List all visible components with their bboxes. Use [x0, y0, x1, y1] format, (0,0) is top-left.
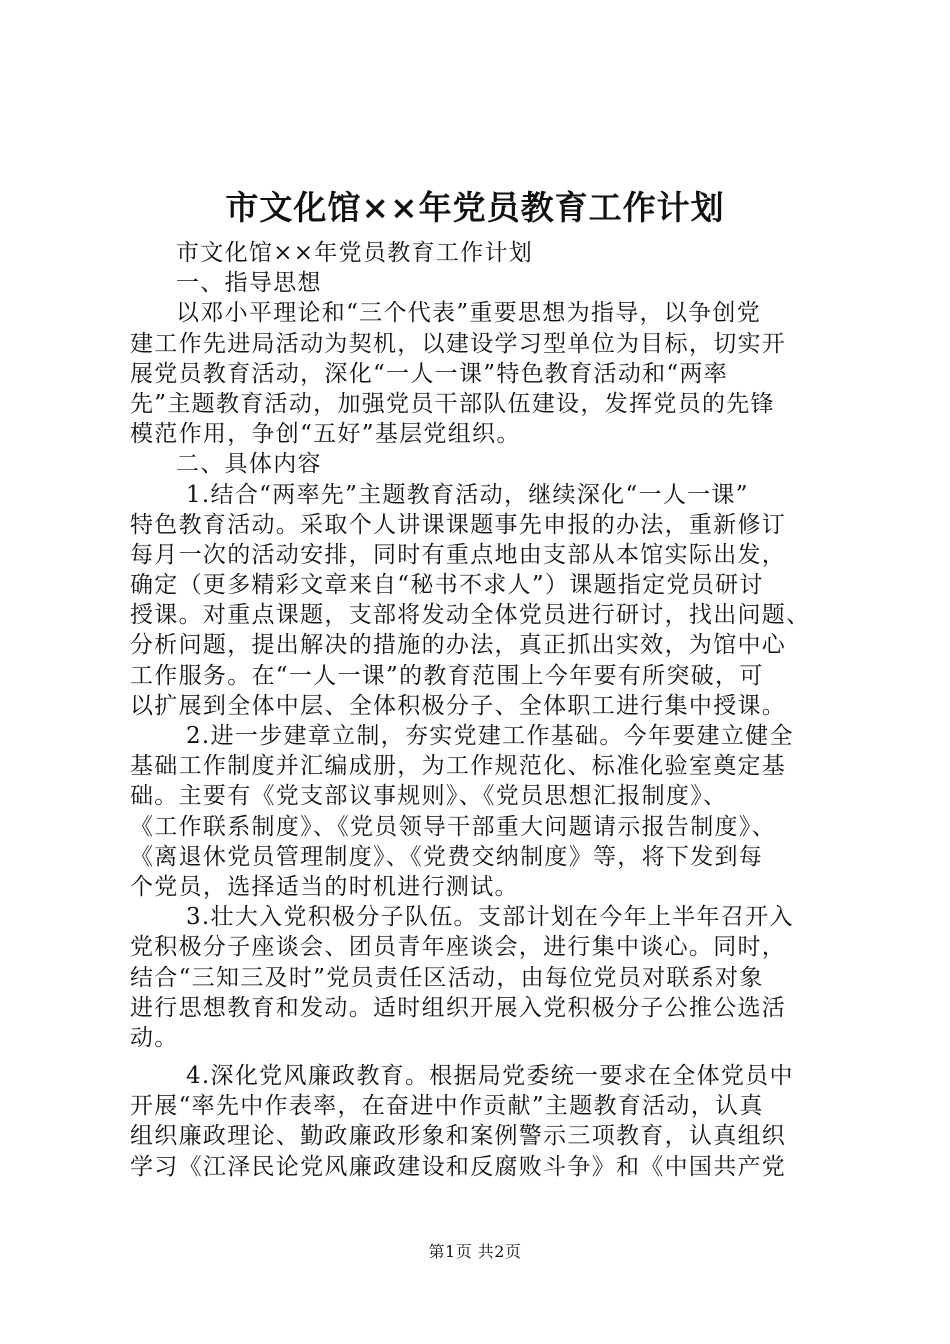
body-line: 确定（更多精彩文章来自“秘书不求人”）课题指定党员研讨 — [130, 572, 764, 599]
body-line: 4.深化党风廉政教育。根据局党委统一要求在全体党员中 — [186, 1063, 794, 1090]
body-line: 分析问题，提出解决的措施的办法，真正抓出实效，为馆中心 — [130, 632, 787, 659]
body-line: 进行思想教育和发动。适时组织开展入党积极分子公推公选活 — [130, 994, 787, 1021]
body-line: 个党员，选择适当的时机进行测试。 — [130, 873, 519, 900]
body-line: 学习《江泽民论党风廉政建设和反腐败斗争》和《中国共产党 — [130, 1153, 787, 1180]
paragraph-gap — [130, 1053, 830, 1061]
body-line: 展党员教育活动，深化“一人一课”特色教育活动和“两率 — [130, 360, 729, 387]
section-heading: 一、指导思想 — [176, 270, 322, 297]
body-line: 特色教育活动。采取个人讲课课题事先申报的办法，重新修订 — [130, 511, 787, 538]
body-line: 础。主要有《党支部议事规则》、《党员思想汇报制度》、 — [130, 783, 728, 810]
body-line: 动。 — [130, 1024, 179, 1051]
body-line: 市文化馆××年党员教育工作计划 — [176, 240, 534, 266]
body-line: 授课。对重点课题，支部将发动全体党员进行研讨，找出问题、 — [130, 602, 811, 629]
body-line: 以扩展到全体中层、全体积极分子、全体职工进行集中授课。 — [130, 692, 787, 719]
body-line: 组织廉政理论、勤政廉政形象和案例警示三项教育，认真组织 — [130, 1123, 787, 1150]
body-line: 2.进一步建章立制，夯实党建工作基础。今年要建立健全 — [186, 723, 794, 749]
document-body — [130, 238, 830, 1182]
body-line: 建工作先进局活动为契机，以建设学习型单位为目标，切实开 — [130, 330, 787, 357]
body-line: 基础工作制度并汇编成册，为工作规范化、标准化验室奠定基 — [130, 753, 787, 780]
body-line: 模范作用，争创“五好”基层党组织。 — [130, 421, 521, 448]
body-line: 先”主题教育活动，加强党员干部队伍建设，发挥党员的先锋 — [130, 390, 775, 417]
body-line: 1.结合“两率先”主题教育活动，继续深化“一人一课” — [186, 481, 749, 508]
document-title: 市文化馆××年党员教育工作计划 — [225, 188, 725, 227]
body-line: 工作服务。在“一人一课”的教育范围上今年要有所突破，可 — [130, 662, 764, 689]
body-line: 开展“率先中作表率，在奋进中作贡献”主题教育活动，认真 — [130, 1093, 764, 1120]
page-footer: 第1页 共2页 — [428, 1242, 522, 1261]
body-line: 结合“三知三及时”党员责任区活动，由每位党员对联系对象 — [130, 964, 764, 991]
body-line: 3.壮大入党积极分子队伍。支部计划在今年上半年召开入 — [186, 904, 794, 931]
body-line: 党积极分子座谈会、团员青年座谈会，进行集中谈心。同时， — [130, 934, 787, 961]
body-line: 每月一次的活动安排，同时有重点地由支部从本馆实际出发， — [130, 541, 787, 568]
body-line: 《离退休党员管理制度》、《党费交纳制度》等，将下发到每 — [130, 843, 764, 870]
body-line: 以邓小平理论和“三个代表”重要思想为指导，以争创党 — [176, 300, 762, 327]
body-line: 《工作联系制度》、《党员领导干部重大问题请示报告制度》、 — [130, 813, 776, 840]
section-heading: 二、具体内容 — [176, 451, 322, 478]
